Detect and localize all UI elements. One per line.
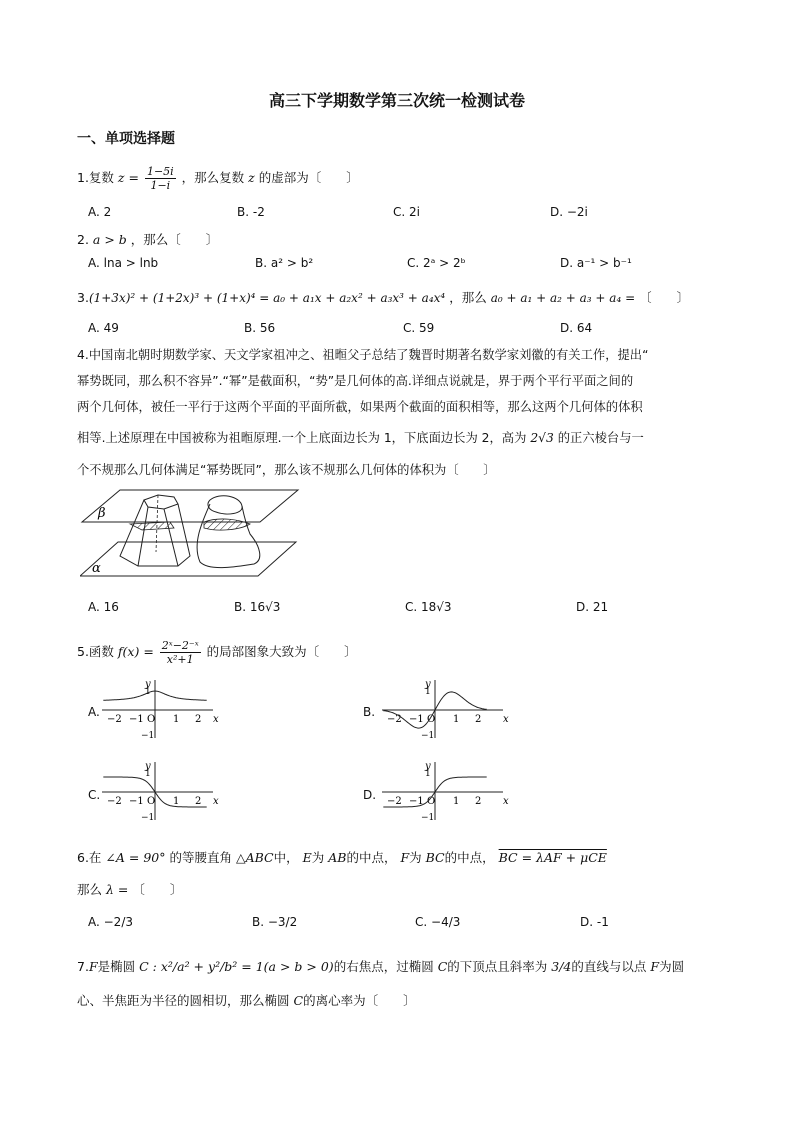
- tick-label: O: [427, 796, 436, 807]
- q4-line-1: 4.中国南北朝时期数学家、天文学家祖冲之、祖暅父子总结了魏晋时期著名数学家刘徽的有关工作，提出“: [77, 348, 649, 362]
- y-axis-label: y: [425, 761, 431, 772]
- tick-label: O: [147, 714, 156, 725]
- q6-text-a: 6.在: [77, 850, 102, 865]
- q1-fraction: [145, 166, 176, 191]
- q7-text-d: 的下顶点且斜率为: [447, 959, 548, 974]
- x-axis-label: x: [503, 796, 509, 807]
- x-axis-label: x: [213, 714, 219, 725]
- q7-curve-c: C: [437, 959, 448, 974]
- q4-height: 2√3: [530, 431, 554, 445]
- y-axis-label: y: [145, 679, 151, 690]
- q6-option-a: A. −2/3: [88, 915, 133, 929]
- q1-denominator: 1−i: [150, 179, 171, 192]
- graph-a: [100, 676, 225, 744]
- tick-label-y-1: 1: [425, 769, 431, 779]
- beta-label: β: [98, 506, 106, 521]
- q7-text-f: 为圆: [659, 959, 685, 974]
- q6-angle: ∠A = 90°: [105, 850, 166, 865]
- tick-label-y-1: 1: [145, 687, 151, 697]
- tick-label: 1: [453, 796, 460, 807]
- q6-option-c: C. −4/3: [415, 915, 461, 929]
- tick-label: −2: [107, 714, 122, 725]
- q2-option-c: C. 2ᵃ > 2ᵇ: [407, 256, 466, 270]
- q3-text-b: ，那么: [449, 290, 487, 305]
- q4-line-4b: 的正六棱台与一: [557, 431, 644, 445]
- x-axis-label: x: [213, 796, 219, 807]
- q6-line-2a: 那么: [77, 882, 103, 897]
- q5-text-a: 5.函数: [77, 644, 114, 659]
- q7-text-e: 的直线与以点: [571, 959, 647, 974]
- q7-line-2: [77, 991, 416, 1009]
- q1-lhs: z =: [117, 170, 139, 185]
- section-heading: 一、单项选择题: [77, 131, 175, 147]
- q5-fraction: [160, 640, 201, 665]
- tick-label-y-1: 1: [145, 769, 151, 779]
- tick-label: −2: [107, 796, 122, 807]
- tick-label-y-neg-1: −1: [141, 731, 155, 741]
- q7-line-2a: 心、半焦距为半径的圆相切，那么椭圆: [77, 993, 290, 1008]
- q6-vector-equation: BC = λAF + μCE: [498, 850, 607, 865]
- q2-option-d: D. a⁻¹ > b⁻¹: [560, 256, 632, 270]
- question-7-stem: [77, 957, 684, 975]
- page-title: 高三下学期数学第三次统一检测试卷: [268, 91, 525, 110]
- tick-label: 2: [195, 796, 202, 807]
- graph-d: [380, 758, 515, 826]
- q6-point-f: F: [400, 850, 410, 865]
- alpha-label: α: [92, 561, 101, 576]
- q6-line-2: [77, 880, 182, 898]
- q6-triangle: △ABC: [235, 850, 274, 865]
- tick-label: O: [427, 714, 436, 725]
- tick-label: 1: [173, 714, 180, 725]
- q3-text-a: 3.: [77, 290, 89, 305]
- tick-label: 2: [195, 714, 202, 725]
- tick-label: O: [147, 796, 156, 807]
- tick-label: −1: [129, 714, 144, 725]
- y-axis-label: y: [425, 679, 431, 690]
- q6-lambda: λ =: [106, 882, 129, 897]
- tick-label-y-neg-1: −1: [421, 813, 435, 823]
- question-3-stem: [77, 288, 689, 306]
- tick-label-y-neg-1: −1: [421, 731, 435, 741]
- q2-condition: a > b: [92, 232, 127, 247]
- q4-figure: [80, 486, 302, 580]
- tick-label: −2: [387, 714, 402, 725]
- q3-text-c: 〔 〕: [639, 290, 690, 305]
- q4-option-b: B. 16√3: [234, 600, 281, 614]
- question-5-stem: [77, 640, 357, 665]
- graph-d-label: D.: [363, 788, 377, 802]
- q4-option-c: C. 18√3: [405, 600, 452, 614]
- tick-label: −1: [129, 796, 144, 807]
- q6-text-f: 为: [409, 850, 422, 865]
- q1-var: z: [248, 170, 255, 185]
- q1-option-c: C. 2i: [393, 205, 420, 219]
- graph-b-label: B.: [363, 705, 376, 719]
- q1-option-a: A. 2: [88, 205, 112, 219]
- q4-line-4a: 相等.上述原理在中国被称为祖暅原理.一个上底面边长为 1，下底面边长为 2，高为: [77, 431, 527, 445]
- tick-label: −2: [387, 796, 402, 807]
- question-2-stem: [77, 230, 218, 248]
- q6-option-d: D. -1: [580, 915, 609, 929]
- q5-lhs: f(x) =: [117, 644, 154, 659]
- q3-option-c: C. 59: [403, 321, 435, 335]
- q1-text-b: ，那么复数: [181, 170, 245, 185]
- q6-text-b: 的等腰直角: [169, 850, 232, 865]
- q7-text-c: 的右焦点，过椭圆: [333, 959, 434, 974]
- question-6-stem: [77, 848, 607, 866]
- q7-line-2b: 的离心率为〔 〕: [303, 993, 416, 1008]
- q6-segment-ab: AB: [328, 850, 347, 865]
- tick-label: 2: [475, 714, 482, 725]
- q4-line-4: [77, 428, 644, 446]
- q6-point-e: E: [302, 850, 312, 865]
- q3-expansion: (1+3x)² + (1+2x)³ + (1+x)⁴ = a₀ + a₁x + a₂x² + a₃x³ + a₄x⁴: [88, 291, 446, 305]
- q7-text-b: 是椭圆: [97, 959, 136, 974]
- q6-segment-bc: BC: [425, 850, 445, 865]
- q4-line-2: 幂势既同，那么积不容异”.“幂”是截面积，“势”是几何体的高.详细点说就是，界于两个平行平面之间的: [77, 374, 634, 388]
- q2-text-a: 2.: [77, 232, 89, 247]
- q7-text-a: 7.: [77, 959, 89, 974]
- q7-point-f-2: F: [650, 959, 660, 974]
- frustum-solid: [120, 495, 190, 566]
- q4-line-5: 个不规那么几何体满足“幂势既同”，那么该不规那么几何体的体积为〔 〕: [77, 463, 496, 477]
- q7-point-f: F: [88, 959, 98, 974]
- q7-curve-c-2: C: [293, 993, 304, 1008]
- tick-label-y-1: 1: [425, 687, 431, 697]
- graph-c-label: C.: [88, 788, 101, 802]
- q4-option-a: A. 16: [88, 600, 119, 614]
- tick-label: 2: [475, 796, 482, 807]
- q4-option-d: D. 21: [576, 600, 609, 614]
- q6-line-2b: 〔 〕: [132, 882, 183, 897]
- tick-label: 1: [453, 714, 460, 725]
- q6-text-c: 中，: [273, 850, 299, 865]
- q3-option-b: B. 56: [244, 321, 276, 335]
- q6-text-d: 为: [311, 850, 325, 865]
- q3-option-a: A. 49: [88, 321, 119, 335]
- q6-option-b: B. −3/2: [252, 915, 298, 929]
- graph-b: [380, 676, 515, 744]
- q1-text-c: 的虚部为〔 〕: [258, 170, 359, 185]
- tick-label: −1: [409, 714, 424, 725]
- graph-c: [100, 758, 225, 826]
- x-axis-label: x: [503, 714, 509, 725]
- q1-numerator: 1−5i: [146, 165, 174, 178]
- q3-sum: a₀ + a₁ + a₂ + a₃ + a₄ =: [490, 291, 636, 305]
- q3-option-d: D. 64: [560, 321, 593, 335]
- y-axis-label: y: [145, 761, 151, 772]
- q5-denominator: x²+1: [166, 653, 194, 666]
- q5-text-b: 的局部图象大致为〔 〕: [206, 644, 357, 659]
- graph-a-label: A.: [88, 705, 100, 719]
- q2-option-a: A. lna > lnb: [88, 256, 159, 270]
- q2-text-b: ，那么〔 〕: [130, 232, 219, 247]
- q1-text-a: 1.复数: [77, 170, 114, 185]
- tick-label-y-neg-1: −1: [141, 813, 155, 823]
- tick-label: −1: [409, 796, 424, 807]
- irregular-solid: [197, 496, 260, 568]
- question-1-stem: [77, 166, 359, 191]
- q2-option-b: B. a² > b²: [255, 256, 314, 270]
- q6-text-g: 的中点，: [444, 850, 495, 865]
- q1-option-d: D. −2i: [550, 205, 588, 219]
- q7-ellipse-equation: C : x²/a² + y²/b² = 1(a > b > 0): [139, 959, 334, 974]
- q4-line-3: 两个几何体，被任一平行于这两个平面的平面所截，如果两个截面的面积相等，那么这两个几何体的体积: [77, 400, 643, 414]
- plane-beta: [82, 490, 298, 522]
- q7-slope: 3/4: [551, 959, 572, 974]
- q1-option-b: B. -2: [237, 205, 265, 219]
- tick-label: 1: [173, 796, 180, 807]
- q6-text-e: 的中点，: [346, 850, 397, 865]
- q5-numerator: 2ˣ−2⁻ˣ: [161, 639, 199, 652]
